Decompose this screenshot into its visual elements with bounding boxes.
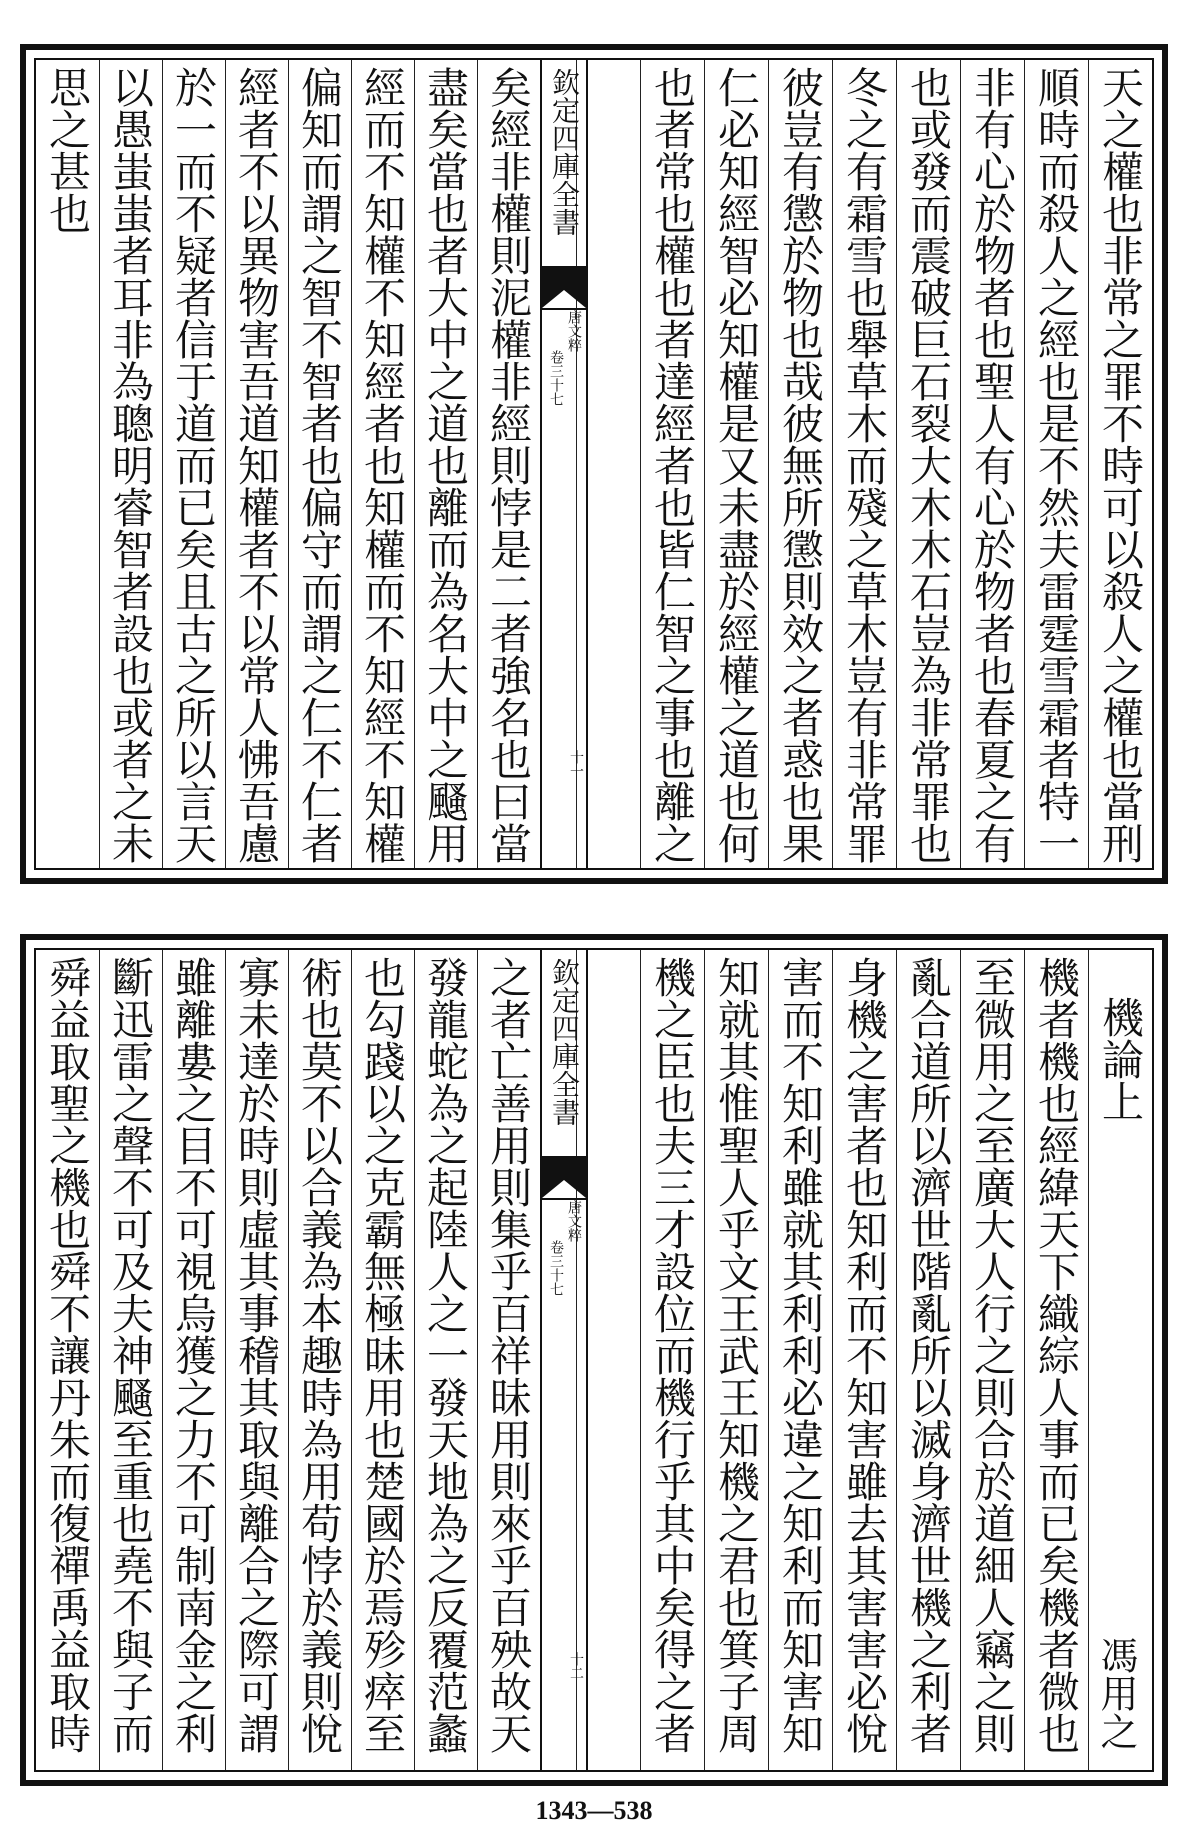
- text-column: 機之臣也夫三才設位而機行乎其中矣得之者: [640, 950, 704, 1770]
- fishtail-mark: [542, 1156, 586, 1200]
- text-column: 身機之害者也知利而不知害雖去其害害必悅: [832, 950, 896, 1770]
- text-column: 亂合道所以濟世階亂所以滅身濟世機之利者: [896, 950, 960, 1770]
- text-column: 至微用之至廣大人行之則合於道細人竊之則: [960, 950, 1024, 1770]
- text-column: 害而不知利雖就其利利必違之知利而知害知: [768, 950, 832, 1770]
- text-column: 天之權也非常之罪不時可以殺人之權也當刑: [1088, 60, 1152, 868]
- text-column: 之者亡善用則集乎百祥昧用則來乎百殃故天: [477, 950, 540, 1770]
- text-column: 術也莫不以合義為本趣時為用苟悖於義則悅: [288, 950, 351, 1770]
- text-column: 思之甚也: [43, 66, 92, 234]
- text-column: 盡矣當也者大中之道也離而為名大中之颾用: [414, 60, 477, 868]
- bottom-page: [20, 934, 1168, 1786]
- top-page: [20, 44, 1168, 884]
- page-footer-number: 1343—538: [535, 1796, 653, 1825]
- fold-page-number: 十一: [568, 750, 584, 778]
- fishtail-mark: [542, 266, 586, 310]
- bottom-right-text-block: [576, 950, 1152, 1770]
- text-column: 順時而殺人之經也是不然夫雷霆雪霜者特一: [1024, 60, 1088, 868]
- text-column: 機者機也經緯天下織綜人事而已矣機者微也: [1024, 950, 1088, 1770]
- fold-volume: 卷三十七: [548, 1240, 564, 1296]
- text-column: 非有心於物者也聖人有心於物者也春夏之有: [960, 60, 1024, 868]
- fold-title: 欽定四庫全書: [548, 958, 581, 1126]
- text-column: 也或發而震破巨石裂大木木石豈為非常罪也: [896, 60, 960, 868]
- article-author: 馮用之: [1094, 1636, 1138, 1750]
- text-column: 斷迅雷之聲不可及夫神颾至重也堯不與子而: [99, 950, 162, 1770]
- text-column: 以愚蚩蚩者耳非為聰明睿智者設也或者之未: [99, 60, 162, 868]
- text-column: 於一而不疑者信于道而已矣且古之所以言天: [162, 60, 225, 868]
- article-title-column: [1088, 950, 1152, 1770]
- text-column: 經而不知權不知經者也知權而不知經不知權: [351, 60, 414, 868]
- text-column: 矣經非權則泥權非經則悖是二者強名也曰當: [477, 60, 540, 868]
- fold-volume: 卷三十七: [548, 350, 564, 406]
- fold-title: 欽定四庫全書: [548, 68, 581, 236]
- top-right-text-block: [576, 60, 1152, 868]
- text-column: 經者不以異物害吾道知權者不以常人怫吾慮: [225, 60, 288, 868]
- fold-page-number: 十二: [568, 1652, 584, 1680]
- text-column: 發龍蛇為之起陸人之一發天地為之反覆范蠡: [414, 950, 477, 1770]
- text-column: 知就其惟聖人乎文王武王知機之君也箕子周: [704, 950, 768, 1770]
- text-column: 彼豈有懲於物也哉彼無所懲則效之者惑也果: [768, 60, 832, 868]
- bottom-left-text-block: [36, 950, 540, 1770]
- article-title: 機論上: [1096, 996, 1145, 1122]
- top-left-text-block: [36, 60, 540, 868]
- fold-book: 唐文粹: [566, 1200, 582, 1242]
- text-column: 冬之有霜雪也舉草木而殘之草木豈有非常罪: [832, 60, 896, 868]
- bottom-page-frame: [34, 948, 1154, 1772]
- center-fold: [540, 60, 588, 868]
- center-fold: [540, 950, 588, 1770]
- text-column: 也者常也權也者達經者也皆仁智之事也離之: [640, 60, 704, 868]
- text-column: 雖離婁之目不可視烏獲之力不可制南金之利: [162, 950, 225, 1770]
- text-column: 也勾踐以之克霸無極昧用也楚國於焉殄瘁至: [351, 950, 414, 1770]
- top-page-frame: [34, 58, 1154, 870]
- text-column: 偏知而謂之智不智者也偏守而謂之仁不仁者: [288, 60, 351, 868]
- fold-book: 唐文粹: [566, 310, 582, 352]
- text-column: 寡未達於時則虛其事稽其取與離合之際可謂: [225, 950, 288, 1770]
- text-column: 舜益取聖之機也舜不讓丹朱而復禪禹益取時: [43, 956, 92, 1754]
- text-column: 仁必知經智必知權是又未盡於經權之道也何: [704, 60, 768, 868]
